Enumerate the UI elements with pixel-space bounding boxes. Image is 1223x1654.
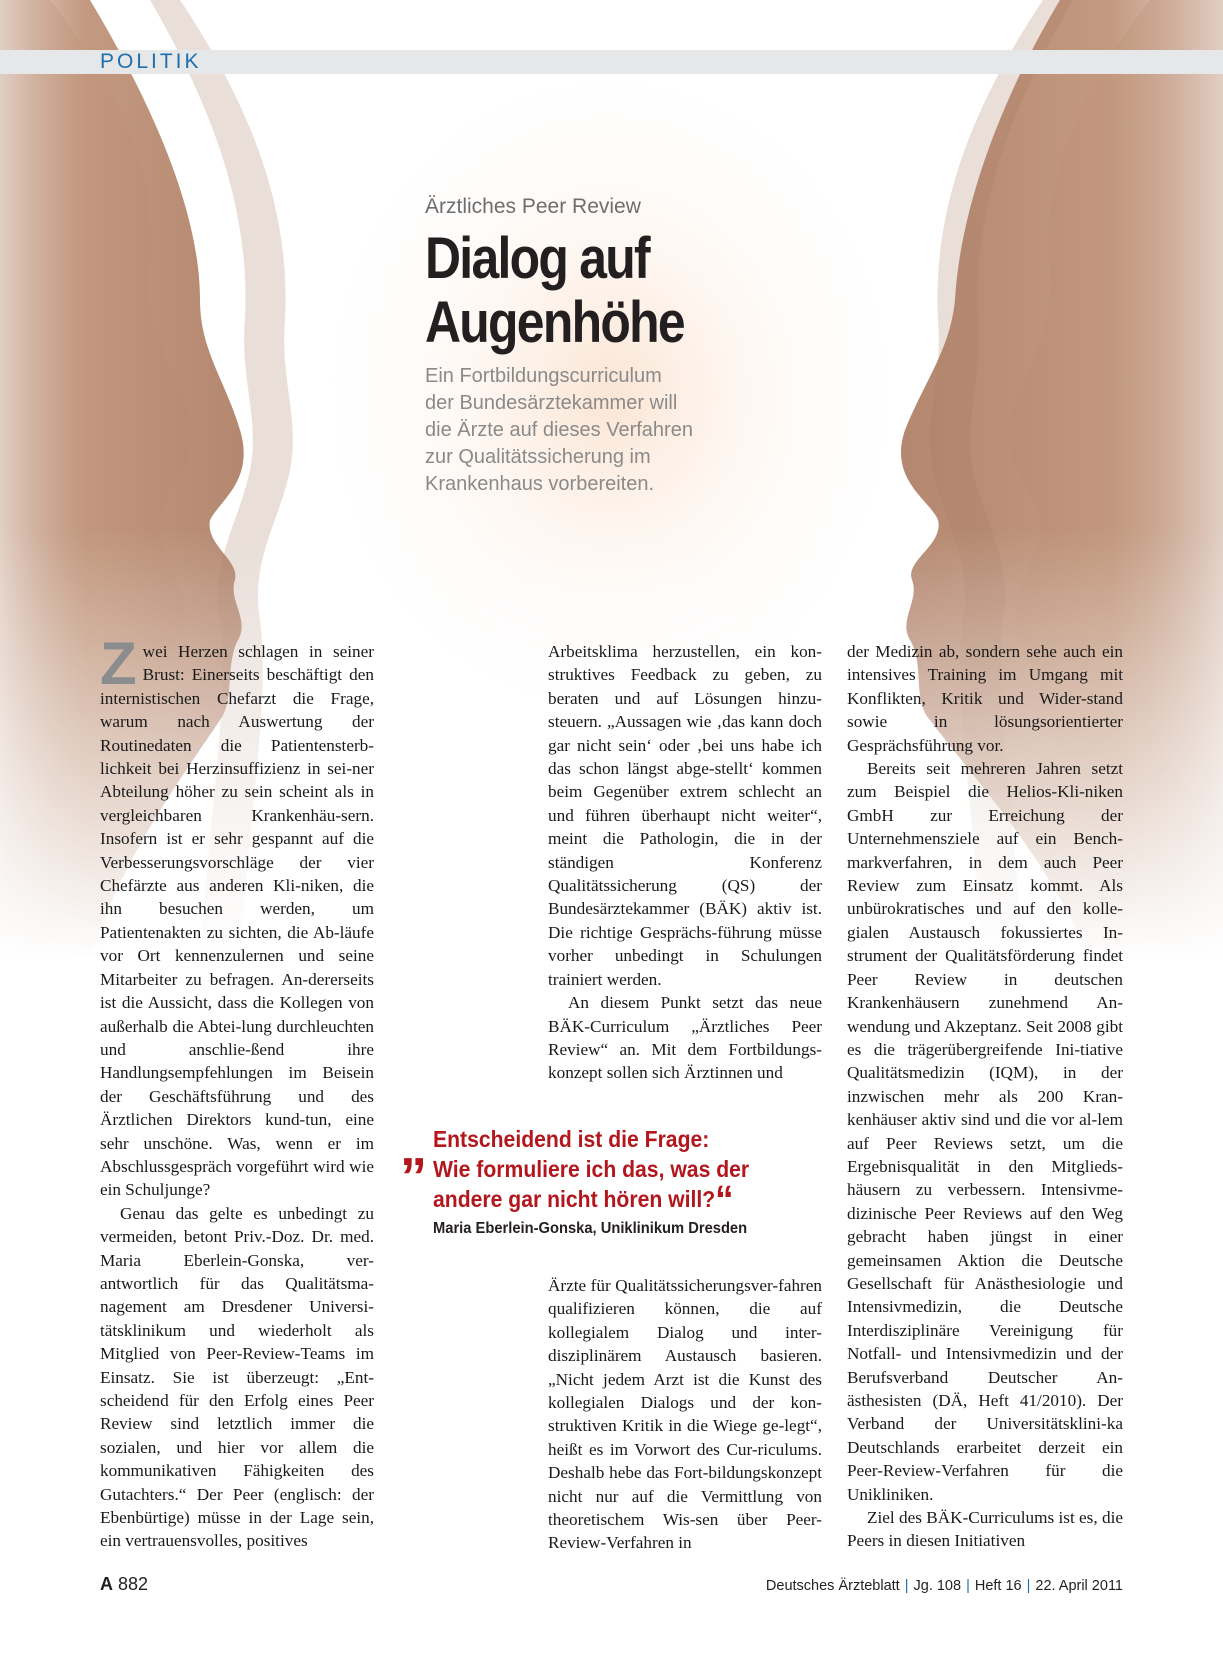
pull-quote-line: Wie formuliere ich das, was der [433,1156,750,1182]
pull-quote [400,1117,820,1238]
title-line: Dialog auf [425,226,649,291]
paragraph: Ziel des BÄK-Curriculums ist es, die Peers in diesen Initiativen [847,1508,1123,1551]
journal-name: Deutsches Ärzteblatt [765,1578,900,1594]
paragraph: Bereits seit mehreren Jahren setzt zum Beispiel die Helios-Kli-niken GmbH zur Erreichung der Unternehmensziele auf ein Bench-markverfahren, in dem auch Peer Review zum Einsatz kommt. Als unbürokratisches und auf den kolle-gialen Austausch fokussiertes In-strument der Qualitätsförderung findet Peer Review in deutschen Krankenhäusern zunehmend An-wendung und Akzeptanz. Seit 2008 gibt es die trägerübergreifende Ini-tiative Qualitätsmedizin (IQM), in der inzwischen mehr als 200 Kran-kenhäuser aktiv sind und die vor al-lem auf Peer Reviews setzt, um die Ergebnisqualität in den Mitglieds-häusern zu verbessern. Intensivme-dizinische Peer Reviews auf den Weg gebracht haben jüngst in einer gemeinsamen Aktion die Deutsche Gesellschaft für Anästhesiologie und Intensivmedizin, die Deutsche Interdisziplinäre Vereinigung für Notfall- und Intensivmedizin und der Berufsverband Deutscher An-ästhesisten (DÄ, Heft 41/2010). Der Verband der Universitätsklini-ka Deutschlands erarbeitet derzeit ein Peer-Review-Verfahren für die Unikliniken. [847,759,1123,1504]
lede-line: Krankenhaus vorbereiten. [425,473,655,495]
quote-open-mark: „ [400,1117,427,1177]
journal-issue: Heft 16 [974,1578,1022,1594]
quote-close-mark: “ [715,1178,734,1222]
lede-line: der Bundesärztekammer will [425,392,678,414]
journal-volume: Jg. 108 [913,1578,962,1594]
article-column-1 [100,630,374,1553]
article-title [425,227,786,355]
paragraph [100,630,374,1202]
pull-quote-text [433,1124,819,1222]
page-number [100,1574,148,1595]
section-label: POLITIK [100,50,202,73]
paragraph: Ärzte für Qualitätssicherungsver-fahren qualifizieren können, die auf kollegialem Dialog und inter-disziplinärem Austausch basieren. „Nicht jedem Arzt ist die Kunst des kollegialen Dialogs und der kon-struktiven Kritik in die Wiege ge-legt“, heißt es im Vorwort des Cur-riculums. Deshalb hebe das Fort-bildungskonzept nicht nur auf die Vermittlung von theoretischem Wis-sen über Peer-Review-Verfahren in [548,1276,822,1553]
lede-line: Ein Fortbildungscurriculum [425,365,662,387]
pull-quote-line [433,1178,819,1222]
paragraph-text: wei Herzen schlagen in seiner Brust: Einerseits beschäftigt den internistischen Chefarzt die Frage, warum nach Auswertung der Routinedaten die Patientensterb-lichkeit bei Herzinsuffizienz in sei-ner Abteilung höher zu sein scheint als in vergleichbaren Krankenhäu-sern. Insofern ist er sehr gespannt auf die Verbesserungsvorschläge der vier Chefärzte aus anderen Kli-niken, die ihn besuchen werden, um Patientenakten zu sichten, die Ab-läufe vor Ort kennenzulernen und seine Mitarbeiter zu befragen. An-dererseits ist die Aussicht, dass die Kollegen von außerhalb die Abtei-lung durchleuchten und anschlie-ßend ihre Handlungsempfehlungen im Beisein der Geschäftsführung und des Ärztlichen Direktors kund-tun, eine sehr unschöne. Was, wenn er im Abschlussgespräch vorgeführt wird wie ein Schuljunge? [100,642,374,1200]
paragraph: Genau das gelte es unbedingt zu vermeiden, betont Priv.-Doz. Dr. med. Maria Eberlein-Gonska, ver-antwortlich für das Qualitätsma-nagement am Dresdener Universi-tätsklinikum und wiederholt als Mitglied von Peer-Review-Teams im Einsatz. Sie ist überzeugt: „Ent-scheidend für den Erfolg eines Peer Review sind letztlich immer die sozialen, und hier vor allem die kommunikativen Fähigkeiten des Gutachters.“ Der Peer (englisch: der Ebenbürtige) müsse in der Lage sein, ein vertrauensvolles, positives [100,1203,374,1551]
article-column-3 [847,640,1123,1553]
article-kicker: Ärztliches Peer Review [425,195,641,218]
article-lede [425,363,755,498]
paragraph: An diesem Punkt setzt das neue BÄK-Curriculum „Ärztliches Peer Review“ an. Mit dem Fortbildungs-konzept sollen sich Ärztinnen und [548,993,822,1083]
lede-line: zur Qualitätssicherung im [425,446,651,468]
paragraph: der Medizin ab, sondern sehe auch ein intensives Training im Umgang mit Konflikten, Kritik und Wider-stand sowie in lösungsorientierter Gesprächsführung vor. [847,642,1123,755]
title-line: Augenhöhe [425,290,684,355]
pull-quote-source: Maria Eberlein-Gonska, Uniklinikum Dresden [433,1220,748,1237]
article-column-2-bottom [548,1274,822,1555]
journal-date: 22. April 2011 [1035,1578,1123,1594]
article-column-2-top [548,640,822,1085]
separator: | [904,1578,909,1594]
journal-citation [766,1578,1123,1594]
section-bar [0,50,1223,74]
page-number-value: 882 [118,1574,149,1594]
separator: | [1026,1578,1031,1594]
headline-block [425,195,785,498]
pull-quote-line-text: andere gar nicht hören will? [433,1186,716,1212]
lede-line: die Ärzte auf dieses Verfahren [425,419,693,441]
separator: | [966,1578,970,1594]
paragraph: Arbeitsklima herzustellen, ein kon-struktives Feedback zu geben, zu beraten und auf Lösungen hinzu-steuern. „Aussagen wie ‚das kann doch gar nicht sein‘ oder ‚bei uns habe ich das schon längst abge-stellt‘ kommen beim Gegenüber extrem schlecht an und führen überhaupt nicht weiter“, meint die Pathologin, die in der ständigen Konferenz Qualitätssicherung (QS) der Bundesärztekammer (BÄK) aktiv ist. Die richtige Gesprächs-führung müsse vorher unbedingt in Schulungen trainiert werden. [548,642,822,989]
page-prefix: A [100,1574,113,1594]
pull-quote-line: Entscheidend ist die Frage: [433,1126,710,1152]
drop-cap: Z [100,630,137,697]
